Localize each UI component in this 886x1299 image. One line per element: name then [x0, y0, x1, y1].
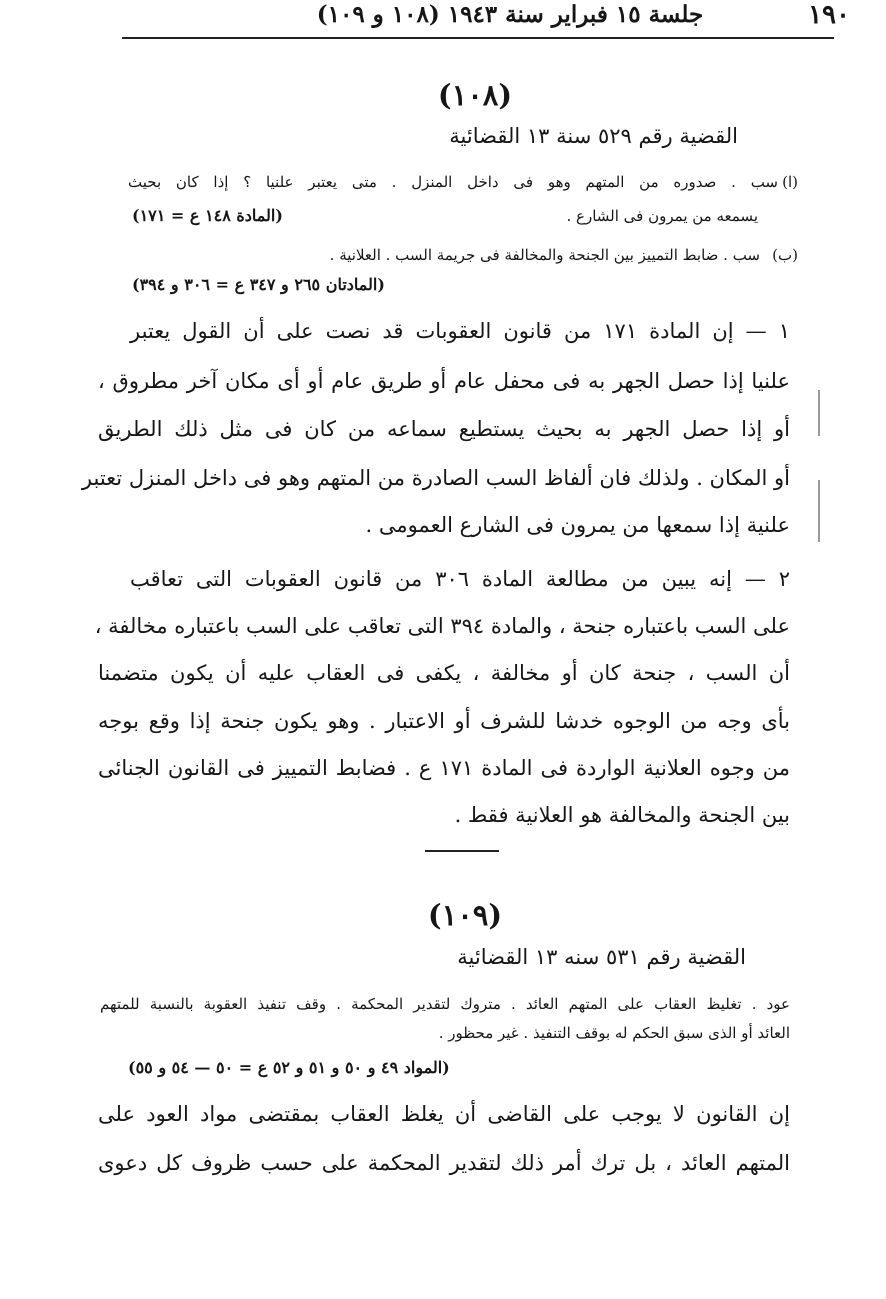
paragraph-1-line-4: أو المكان . ولذلك فان ألفاظ السب الصادرة من المتهم وهو فى داخل المنزل تعتبر [81, 466, 790, 490]
digest-a-reference: (المادة ١٤٨ ع = ١٧١) [132, 206, 283, 225]
header-rule [122, 37, 834, 39]
running-header-title: جلسة ١٥ فبراير سنة ١٩٤٣ (١٠٨ و ١٠٩) [316, 1, 704, 28]
case-109-line-1: إن القانون لا يوجب على القاضى أن يغلظ العقاب بمقتضى مواد العود على [98, 1102, 790, 1126]
paragraph-1-line-1 [130, 316, 790, 346]
paragraph-2-text: إنه يبين من مطالعة المادة ٣٠٦ من قانون العقوبات التى تعاقب [130, 567, 732, 591]
digest-a-continuation: يسمعه من يمرون فى الشارع . [566, 207, 758, 225]
digest-109-reference: (المواد ٤٩ و ٥٠ و ٥١ و ٥٢ ع = ٥٠ — ٥٤ و ٥٥) [128, 1058, 450, 1077]
paragraph-2-line-6: بين الجنحة والمخالفة هو العلانية فقط . [454, 803, 790, 827]
digest-109-line-2: العائد أو الذى سبق الحكم له بوقف التنفيذ . غير محظور . [438, 1024, 790, 1042]
paragraph-1-line-3: أو إذا حصل الجهر به بحيث يستطيع سماعه من كان فى مثل ذلك الطريق [98, 417, 790, 441]
case-title-109: القضية رقم ٥٣١ سنه ١٣ القضائية [457, 945, 746, 969]
digest-b-text: سب . ضابط التمييز بين الجنحة والمخالفة فى جريمة السب . العلانية . [329, 246, 760, 264]
paragraph-1-line-5: علنية إذا سمعها من يمرون فى الشارع العمومى . [365, 513, 790, 537]
digest-a-text: سب . صدوره من المتهم وهو فى داخل المنزل . متى يعتبر علنيا ؟ إذا كان بحيث [128, 173, 778, 191]
paragraph-1-line-2: علنيا إذا حصل الجهر به فى محفل عام أو طريق عام أو أى مكان آخر مطروق ، [98, 369, 790, 393]
section-separator [425, 850, 499, 852]
digest-109-line-1: عود . تغليظ العقاب على المتهم العائد . متروك لتقدير المحكمة . وقف تنفيذ العقوبة بالنسبة للمتهم [100, 995, 790, 1013]
paragraph-2-line-3: أن السب ، جنحة كان أو مخالفة ، يكفى فى العقاب عليه أن يكون متضمنا [98, 661, 790, 685]
paragraph-2-line-1 [130, 564, 790, 594]
paragraph-2-number: ٢ — [744, 567, 790, 591]
digest-a-label: (ا) [782, 173, 798, 191]
paragraph-2-line-5: من وجوه العلانية الواردة فى المادة ١٧١ ع . فضابط التمييز فى القانون الجنائى [98, 756, 790, 780]
digest-b-label: (ب) [772, 246, 798, 264]
case-title-108: القضية رقم ٥٢٩ سنة ١٣ القضائية [449, 124, 738, 148]
case-number-109: (١٠٩) [427, 898, 503, 932]
paragraph-1-number: ١ — [745, 319, 790, 343]
margin-mark [818, 480, 820, 542]
digest-a-line-1 [128, 170, 778, 194]
paragraph-2-line-4: بأى وجه من الوجوه خدشا للشرف أو الاعتبار . وهو يكون جنحة إذا وقع بوجه [98, 709, 790, 733]
case-number-108: (١٠٨) [437, 78, 513, 112]
page-number: ١٩٠ [808, 0, 850, 30]
case-109-line-2: المتهم العائد ، بل ترك أمر ذلك لتقدير المحكمة على حسب ظروف كل دعوى [98, 1151, 790, 1175]
paragraph-2-line-2: على السب باعتباره جنحة ، والمادة ٣٩٤ التى تعاقب على السب باعتباره مخالفة ، [94, 614, 790, 638]
paragraph-1-text: إن المادة ١٧١ من قانون العقوبات قد نصت على أن القول يعتبر [130, 319, 734, 343]
digest-b-reference: (المادتان ٢٦٥ و ٣٤٧ ع = ٣٠٦ و ٣٩٤) [132, 275, 385, 294]
margin-mark [818, 390, 820, 436]
